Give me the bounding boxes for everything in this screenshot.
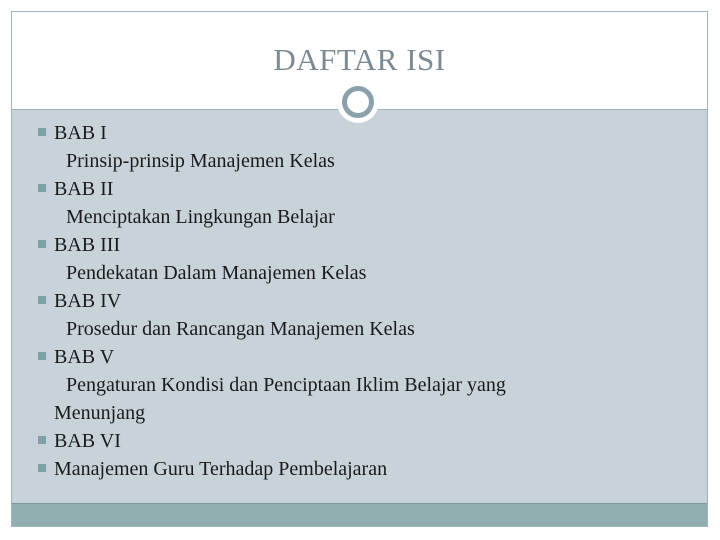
toc-chapter-label: BAB III [54,234,121,256]
toc-chapter-label: BAB VI [54,430,121,452]
footer-bar [12,503,707,526]
toc-chapter-label: BAB I [54,122,107,144]
circle-ornament-icon [337,81,379,123]
circle-ring [342,86,374,118]
slide-title: DAFTAR ISI [273,42,446,77]
toc-chapter-title: Prinsip-prinsip Manajemen Kelas [66,150,335,172]
toc-item-bab-2 [38,175,658,231]
square-bullet-icon [38,184,46,192]
toc-chapter-label: BAB IV [54,290,122,312]
toc-chapter-title: Prosedur dan Rancangan Manajemen Kelas [66,318,415,340]
square-bullet-icon [38,352,46,360]
square-bullet-icon [38,128,46,136]
toc-chapter-label: BAB V [54,346,115,368]
toc-chapter-title: Menciptakan Lingkungan Belajar [66,206,335,228]
toc-item-bab-6-title [38,455,658,483]
toc-chapter-label: BAB II [54,178,114,200]
toc-chapter-title: Manajemen Guru Terhadap Pembelajaran [54,458,388,480]
slide [11,11,708,527]
square-bullet-icon [38,296,46,304]
toc-chapter-title: Pengaturan Kondisi dan Penciptaan Iklim Belajar yang [66,374,506,396]
square-bullet-icon [38,464,46,472]
square-bullet-icon [38,436,46,444]
toc-item-bab-6 [38,427,658,455]
toc-item-bab-5 [38,343,658,427]
table-of-contents [38,119,658,483]
toc-chapter-title-continued: Menunjang [54,402,146,424]
toc-item-bab-4 [38,287,658,343]
toc-chapter-title: Pendekatan Dalam Manajemen Kelas [66,262,367,284]
toc-item-bab-1 [38,119,658,175]
toc-item-bab-3 [38,231,658,287]
square-bullet-icon [38,240,46,248]
